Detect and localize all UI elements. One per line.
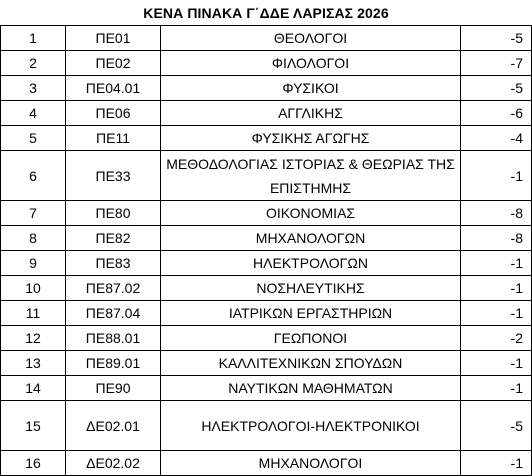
row-number: 3 bbox=[1, 76, 66, 101]
vacancy-value: -5 bbox=[461, 26, 532, 51]
specialty-code: ΠΕ87.04 bbox=[66, 301, 161, 326]
specialty-name: ΦΙΛΟΛΟΓΟΙ bbox=[161, 51, 461, 76]
table-row bbox=[1, 401, 532, 451]
specialty-code: ΠΕ01 bbox=[66, 26, 161, 51]
specialty-code: ΠΕ90 bbox=[66, 376, 161, 401]
specialty-code: ΠΕ02 bbox=[66, 51, 161, 76]
vacancy-table bbox=[0, 25, 532, 476]
vacancy-value: -2 bbox=[461, 326, 532, 351]
specialty-name: ΦΥΣΙΚΟΙ bbox=[161, 76, 461, 101]
table-row bbox=[1, 201, 532, 226]
table-row bbox=[1, 251, 532, 276]
specialty-code: ΠΕ06 bbox=[66, 101, 161, 126]
row-number: 8 bbox=[1, 226, 66, 251]
vacancy-value: -1 bbox=[461, 251, 532, 276]
vacancy-value: -1 bbox=[461, 451, 532, 476]
specialty-name: ΗΛΕΚΤΡΟΛΟΓΩΝ bbox=[161, 251, 461, 276]
row-number: 12 bbox=[1, 326, 66, 351]
row-number: 14 bbox=[1, 376, 66, 401]
specialty-name: ΟΙΚΟΝΟΜΙΑΣ bbox=[161, 201, 461, 226]
row-number: 10 bbox=[1, 276, 66, 301]
specialty-code: ΠΕ80 bbox=[66, 201, 161, 226]
vacancy-value: -8 bbox=[461, 226, 532, 251]
table-row bbox=[1, 51, 532, 76]
specialty-code: ΠΕ11 bbox=[66, 126, 161, 151]
table-row bbox=[1, 451, 532, 476]
specialty-name: ΙΑΤΡΙΚΩΝ ΕΡΓΑΣΤΗΡΙΩΝ bbox=[161, 301, 461, 326]
specialty-code: ΠΕ33 bbox=[66, 151, 161, 201]
table-row bbox=[1, 226, 532, 251]
page-title: ΚΕΝΑ ΠΙΝΑΚΑ Γ΄ΔΔΕ ΛΑΡΙΣΑΣ 2026 bbox=[143, 5, 389, 21]
vacancy-value: -7 bbox=[461, 51, 532, 76]
vacancy-value: -4 bbox=[461, 126, 532, 151]
row-number: 4 bbox=[1, 101, 66, 126]
specialty-code: ΠΕ87.02 bbox=[66, 276, 161, 301]
specialty-name: ΜΗΧΑΝΟΛΟΓΟΙ bbox=[161, 451, 461, 476]
specialty-name: ΜΗΧΑΝΟΛΟΓΩΝ bbox=[161, 226, 461, 251]
specialty-name: ΚΑΛΛΙΤΕΧΝΙΚΩΝ ΣΠΟΥΔΩΝ bbox=[161, 351, 461, 376]
vacancy-value: -6 bbox=[461, 101, 532, 126]
specialty-code: ΔΕ02.01 bbox=[66, 401, 161, 451]
vacancy-value: -8 bbox=[461, 201, 532, 226]
row-number: 7 bbox=[1, 201, 66, 226]
table-row bbox=[1, 126, 532, 151]
row-number: 9 bbox=[1, 251, 66, 276]
specialty-name: ΝΑΥΤΙΚΩΝ ΜΑΘΗΜΑΤΩΝ bbox=[161, 376, 461, 401]
vacancy-value: -5 bbox=[461, 76, 532, 101]
row-number: 6 bbox=[1, 151, 66, 201]
table-row bbox=[1, 376, 532, 401]
table-row bbox=[1, 151, 532, 201]
specialty-name: ΑΓΓΛΙΚΗΣ bbox=[161, 101, 461, 126]
specialty-name: ΗΛΕΚΤΡΟΛΟΓΟΙ-ΗΛΕΚΤΡΟΝΙΚΟΙ bbox=[161, 401, 461, 451]
row-number: 13 bbox=[1, 351, 66, 376]
table-row bbox=[1, 76, 532, 101]
row-number: 11 bbox=[1, 301, 66, 326]
specialty-code: ΠΕ04.01 bbox=[66, 76, 161, 101]
row-number: 16 bbox=[1, 451, 66, 476]
specialty-name: ΜΕΘΟΔΟΛΟΓΙΑΣ ΙΣΤΟΡΙΑΣ & ΘΕΩΡΙΑΣ ΤΗΣ ΕΠΙΣΤΗΜΗΣ bbox=[161, 151, 461, 201]
table-row bbox=[1, 301, 532, 326]
specialty-code: ΠΕ83 bbox=[66, 251, 161, 276]
table-row bbox=[1, 351, 532, 376]
vacancy-value: -1 bbox=[461, 351, 532, 376]
specialty-name: ΦΥΣΙΚΗΣ ΑΓΩΓΗΣ bbox=[161, 126, 461, 151]
table-row bbox=[1, 101, 532, 126]
row-number: 1 bbox=[1, 26, 66, 51]
row-number: 15 bbox=[1, 401, 66, 451]
specialty-code: ΔΕ02.02 bbox=[66, 451, 161, 476]
table-row bbox=[1, 276, 532, 301]
specialty-name: ΘΕΟΛΟΓΟΙ bbox=[161, 26, 461, 51]
vacancy-value: -1 bbox=[461, 276, 532, 301]
specialty-name: ΓΕΩΠΟΝΟΙ bbox=[161, 326, 461, 351]
vacancy-value: -1 bbox=[461, 151, 532, 201]
table-row bbox=[1, 26, 532, 51]
row-number: 2 bbox=[1, 51, 66, 76]
specialty-code: ΠΕ82 bbox=[66, 226, 161, 251]
table-row bbox=[1, 326, 532, 351]
specialty-code: ΠΕ89.01 bbox=[66, 351, 161, 376]
vacancy-value: -1 bbox=[461, 301, 532, 326]
vacancy-value: -5 bbox=[461, 401, 532, 451]
row-number: 5 bbox=[1, 126, 66, 151]
vacancy-value: -1 bbox=[461, 376, 532, 401]
specialty-code: ΠΕ88.01 bbox=[66, 326, 161, 351]
specialty-name: ΝΟΣΗΛΕΥΤΙΚΗΣ bbox=[161, 276, 461, 301]
